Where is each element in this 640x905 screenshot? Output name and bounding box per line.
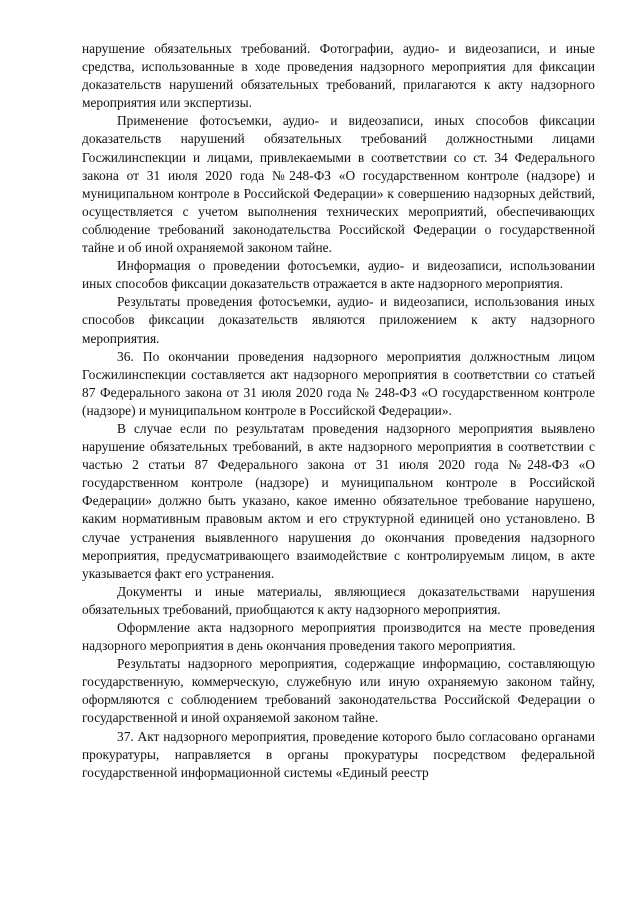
paragraph-recording-results: Результаты проведения фотосъемки, аудио- и видеозаписи, использования иных способов фиксации доказательств являются приложением к акту надзорного мероприятия. (82, 294, 595, 346)
paragraph-item-36: 36. По окончании проведения надзорного мероприятия должностным лицом Госжилинспекции составляется акт надзорного мероприятия в соответствии со статьей 87 Федерального закона от 31 июля 2020 года № 248-ФЗ «О государственном контроле (надзоре) и муниципальном контроле в Российской Федерации». (82, 348, 595, 418)
paragraph-continuation: нарушение обязательных требований. Фотографии, аудио- и видеозаписи, и иные средства, использованные в ходе проведения надзорного мероприятия для фиксации доказательств нарушений обязательных требований, прилагаются к акту надзорного мероприятия или экспертизы. (82, 41, 595, 111)
paragraph-photo-recording: Применение фотосъемки, аудио- и видеозаписи, иных способов фиксации доказательств нарушений обязательных требований должностными лицами Госжилинспекции и лицами, привлекаемыми в соответствии со ст. 34 Федерального закона от 31 июля 2020 года №248-ФЗ «О государственном контроле (надзоре) и муниципальном контроле в Российской Федерации» к совершению надзорных действий, осуществляется с учетом выполнения технических мероприятий, обеспечивающих соблюдение требований законодательства Российской Федерации о государственной тайне и об иной охраняемой законом тайне. (82, 113, 595, 256)
paragraph-violation-case: В случае если по результатам проведения надзорного мероприятия выявлено нарушение обязательных требований, в акте надзорного мероприятия в соответствии с частью 2 статьи 87 Федерального закона от 31 июля 2020 года №248-ФЗ «О государственном контроле (надзоре) и муниципальном контроле в Российской Федерации» должно быть указано, какое именно обязательное требование нарушено, каким нормативным правовым актом и его структурной единицей оно установлено. В случае устранения выявленного нарушения до окончания проведения надзорного мероприятия, предусматривающего взаимодействие с контролируемым лицом, в акте указывается факт его устранения. (82, 420, 595, 581)
paragraph-item-37: 37. Акт надзорного мероприятия, проведение которого было согласовано органами прокуратуры, направляется в органы прокуратуры посредством федеральной государственной информационной системы «Единый реестр (82, 728, 595, 780)
paragraph-secret-results: Результаты надзорного мероприятия, содержащие информацию, составляющую государственную, коммерческую, служебную или иную охраняемую законом тайну, оформляются с соблюдением требований законодательства Российской Федерации о государственной и иной охраняемой законом тайне. (82, 656, 595, 726)
paragraph-act-registration: Оформление акта надзорного мероприятия производится на месте проведения надзорного мероприятия в день окончания проведения такого мероприятия. (82, 620, 595, 654)
paragraph-documents: Документы и иные материалы, являющиеся доказательствами нарушения обязательных требований, приобщаются к акту надзорного мероприятия. (82, 583, 595, 617)
paragraph-recording-info: Информация о проведении фотосъемки, аудио- и видеозаписи, использовании иных способов фиксации доказательств отражается в акте надзорного мероприятия. (82, 258, 595, 292)
document-page (82, 40, 595, 782)
